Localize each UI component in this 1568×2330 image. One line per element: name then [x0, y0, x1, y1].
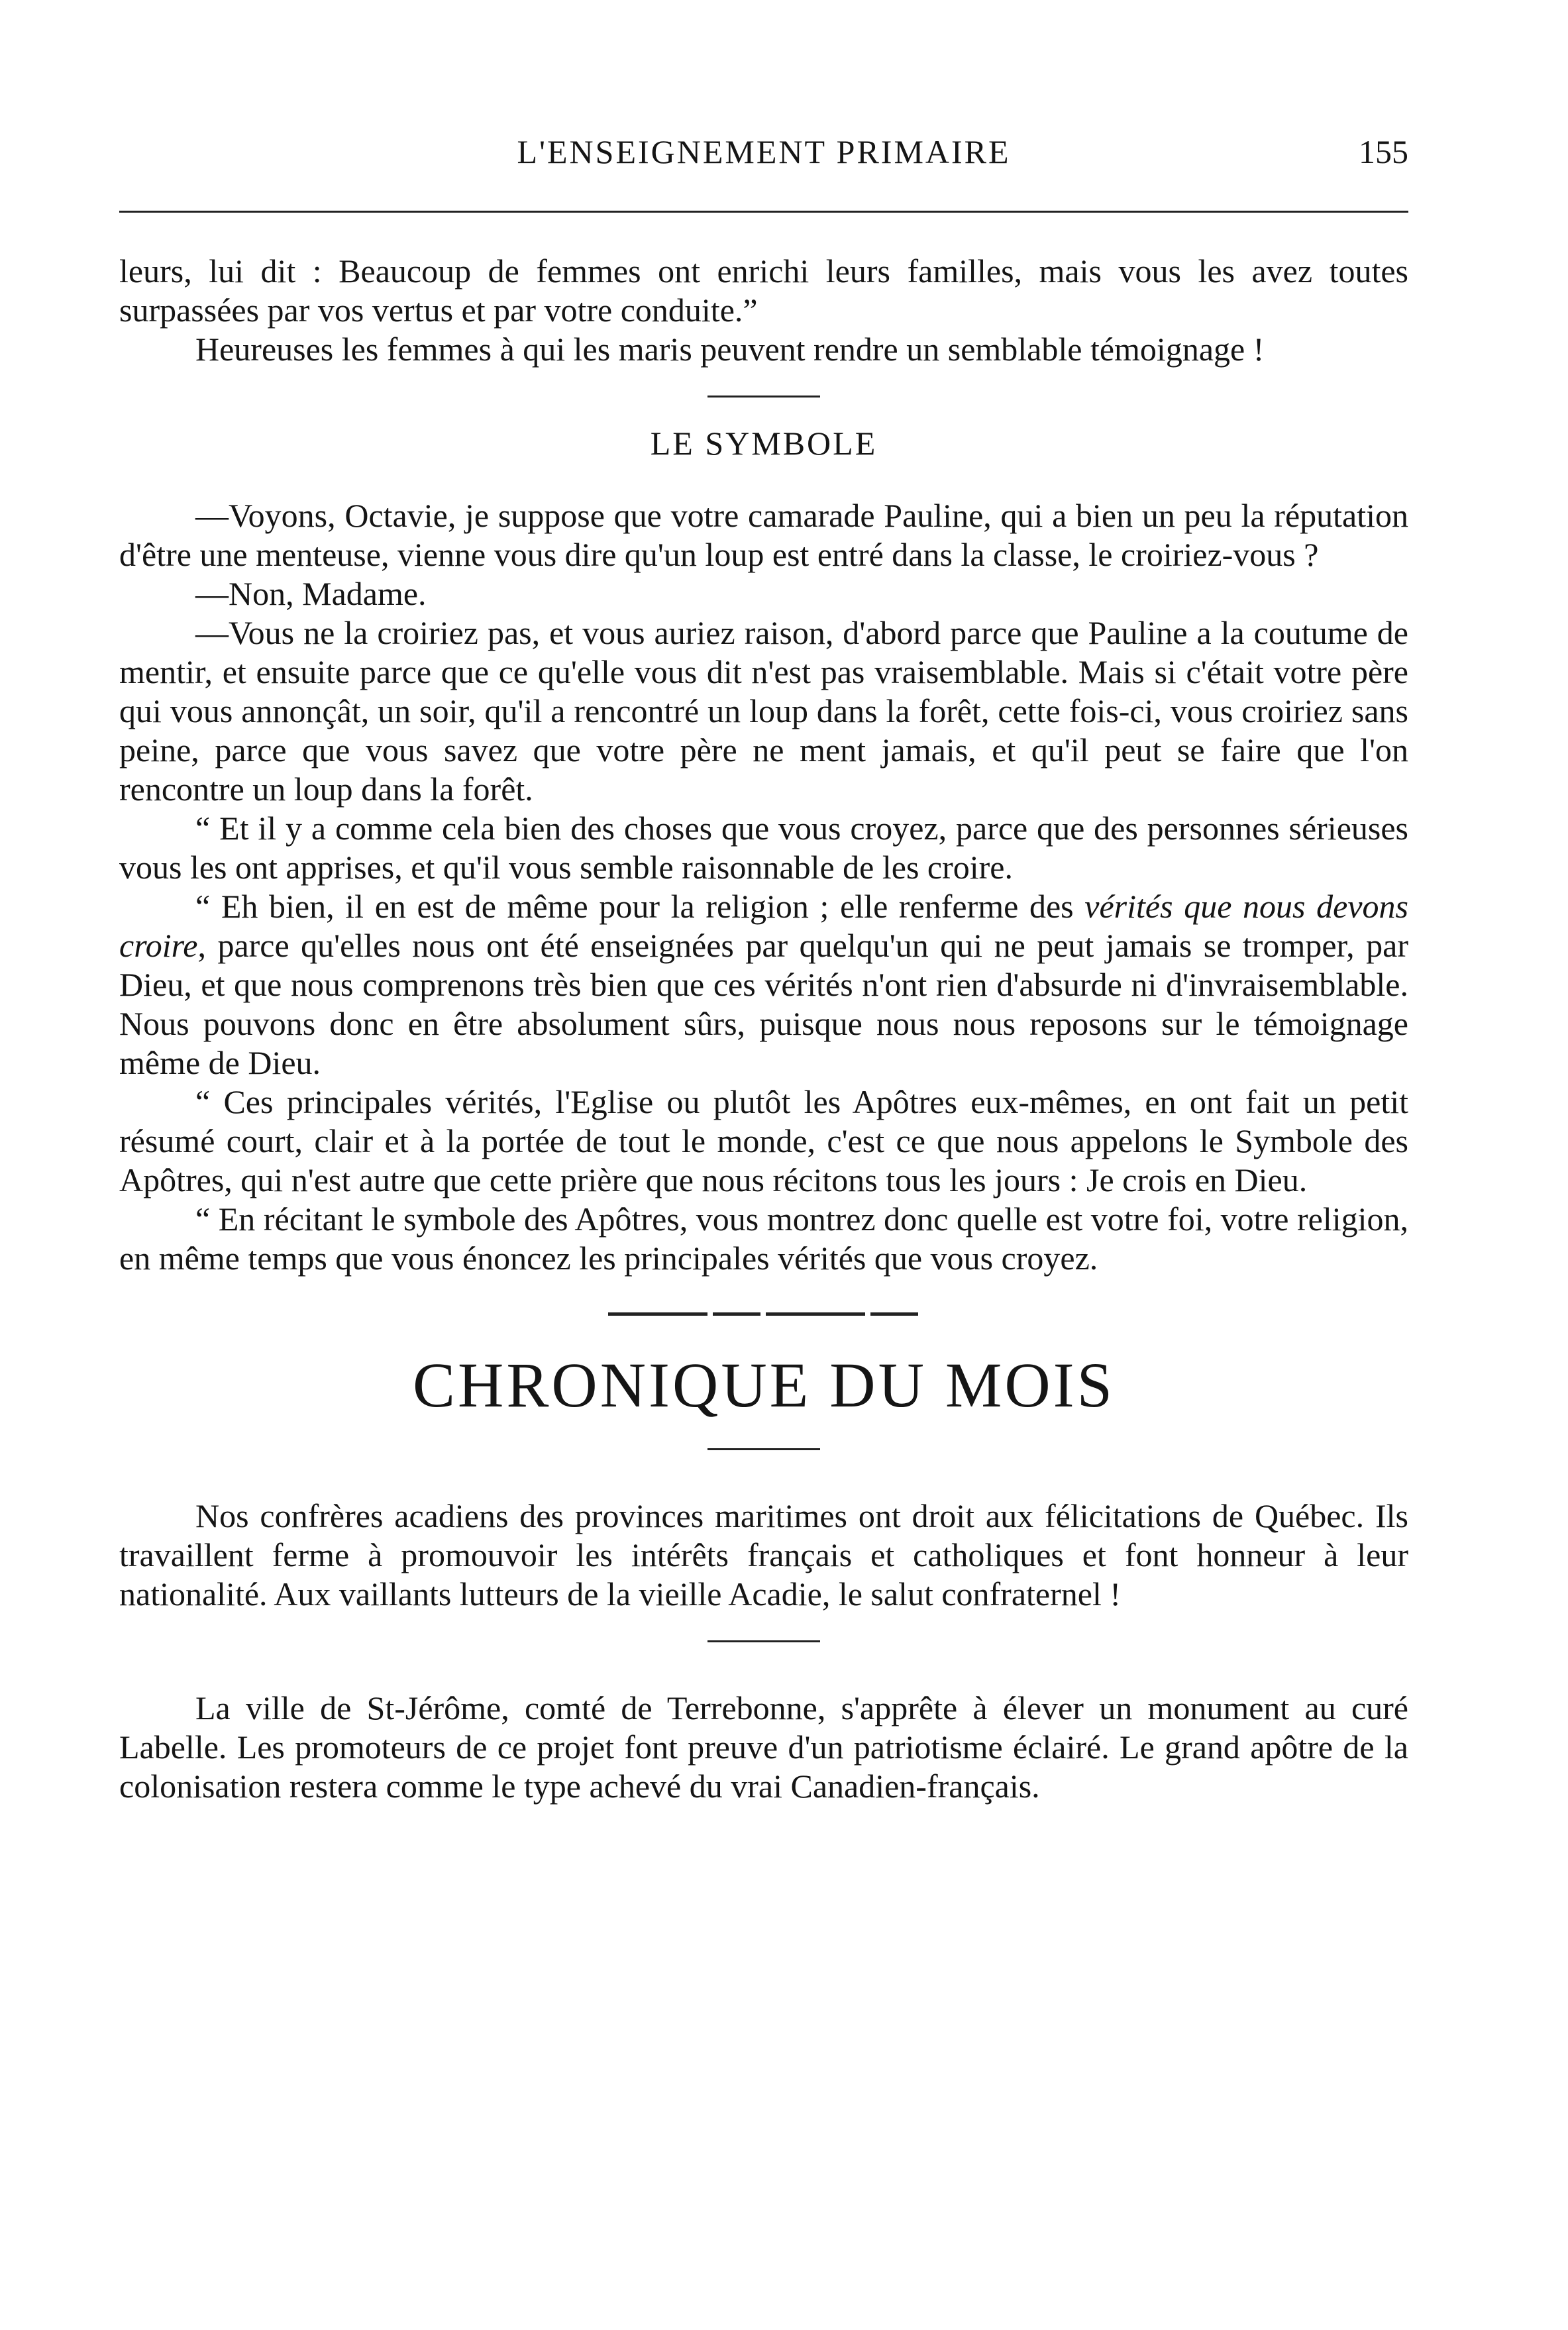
symbole-paragraph-5-start: “ Eh bien, il en est de même pour la religion ; elle renferme des — [195, 888, 1085, 925]
symbole-paragraph-5 — [119, 887, 1408, 1083]
symbole-paragraph-6: “ Ces principales vérités, l'Eglise ou plutôt les Apôtres eux-mêmes, en ont fait un petit résumé court, clair et à la portée de tout le monde, c'est ce que nous appelons le Symbole des Apôtres, qui n'est autre que cette prière que nous récitons tous les jours : Je crois en Dieu. — [119, 1083, 1408, 1198]
symbole-paragraph-2: —Non, Madame. — [195, 575, 427, 612]
page-number: 155 — [1359, 133, 1408, 170]
chronique-paragraph-2: La ville de St-Jérôme, comté de Terrebonne, s'apprête à élever un monument au curé Labelle. Les promoteurs de ce projet font preuve d'un patriotisme éclairé. Le grand apôtre de la colonisation restera comme le type achevé du vrai Canadien-français. — [119, 1689, 1408, 1805]
body-text — [119, 252, 1408, 1806]
intro-paragraph-2: Heureuses les femmes à qui les maris peuvent rendre un semblable témoignage ! — [195, 331, 1265, 368]
chronique-divider-top — [707, 1448, 820, 1450]
symbole-paragraph-4: “ Et il y a comme cela bien des choses que vous croyez, parce que des personnes sérieuses vous les ont apprises, et qu'il vous semble raisonnable de les croire. — [119, 810, 1408, 886]
section-title-chronique: CHRONIQUE DU MOIS — [412, 1350, 1115, 1420]
section-title-symbole: LE SYMBOLE — [650, 425, 878, 462]
symbole-paragraph-3: —Vous ne la croiriez pas, et vous auriez raison, d'abord parce que Pauline a la coutume de mentir, et ensuite parce que ce qu'elle vous dit n'est pas vraisemblable. Mais si c'était votre père qui vous annonçât, un soir, qu'il a rencontré un loup dans la forêt, cette fois-ci, vous croiriez sans peine, parce que vous savez que votre père ne ment jamais, et qu'il peut se faire que l'on rencontre un loup dans la forêt. — [119, 614, 1408, 808]
symbole-paragraph-1: —Voyons, Octavie, je suppose que votre camarade Pauline, qui a bien un peu la réputation d'être une menteuse, vienne vous dire qu'un loup est entré dans la classe, le croiriez-vous ? — [119, 497, 1408, 573]
chronique-divider-middle — [707, 1640, 820, 1642]
section-divider — [707, 396, 820, 397]
intro-paragraph-1: leurs, lui dit : Beaucoup de femmes ont enrichi leurs familles, mais vous les avez toutes surpassées par vos vertus et par votre conduite.” — [119, 252, 1408, 329]
symbole-paragraph-5-end: , parce qu'elles nous ont été enseignées par quelqu'un qui ne peut jamais se tromper, par Dieu, et que nous comprenons très bien que ces vérités n'ont rien d'absurde ni d'invraisemblable. Nous pouvons donc en être absolument sûrs, puisque nous nous reposons sur le témoignage même de Dieu. — [119, 927, 1408, 1081]
running-head — [119, 132, 1408, 185]
running-title: L'ENSEIGNEMENT PRIMAIRE — [517, 133, 1011, 170]
symbole-paragraph-5-emphasis: vérités que nous devons croire — [119, 888, 1408, 964]
header-rule — [119, 211, 1408, 213]
ornamental-divider — [608, 1312, 919, 1316]
chronique-paragraph-1: Nos confrères acadiens des provinces maritimes ont droit aux félicitations de Québec. Ils travaillent ferme à promouvoir les intérêts français et catholiques et font honneur à leur nationalité. Aux vaillants lutteurs de la vieille Acadie, le salut confraternel ! — [119, 1497, 1408, 1613]
symbole-paragraph-7: “ En récitant le symbole des Apôtres, vous montrez donc quelle est votre foi, votre religion, en même temps que vous énoncez les principales vérités que vous croyez. — [119, 1200, 1408, 1277]
